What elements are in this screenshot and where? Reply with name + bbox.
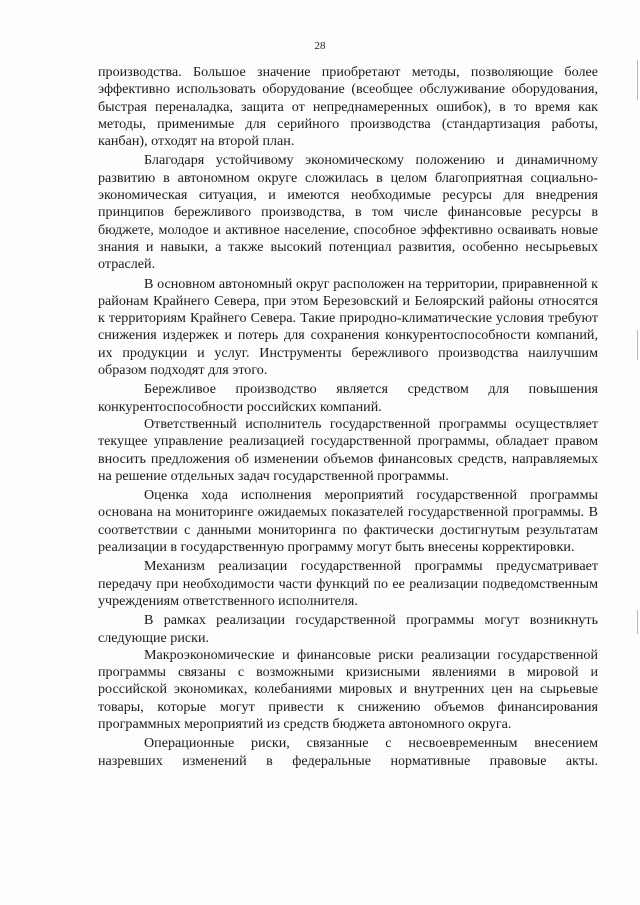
scan-edge-mark bbox=[637, 610, 638, 634]
paragraph-5: Ответственный исполнитель государственной программы осуществляет текущее управление реализацией государственной программы, обладает правом вносить предложения об изменении объемов финансовых средств, направляемых на решение отдельных задач государственной программы. bbox=[98, 415, 598, 484]
paragraph-10: Операционные риски, связанные с несвоевременным внесением назревших изменений в федеральные нормативные правовые акты. bbox=[98, 735, 598, 769]
paragraph-8: В рамках реализации государственной программы могут возникнуть следующие риски. bbox=[98, 612, 598, 646]
paragraph-6: Оценка хода исполнения мероприятий государственной программы основана на мониторинге ожидаемых показателей государственной программы. В соответствии с данными мониторинга по фактически достигнутым результатам реализации в государственную программу могут быть внесены корректировки. bbox=[98, 487, 598, 556]
paragraph-9: Макроэкономические и финансовые риски реализации государственной программы связаны с возможными кризисными явлениями в мировой и российской экономиках, колебаниями мировых и внутренних цен на сырьевые товары, которые могут привести к снижению объемов финансирования программных мероприятий из средств бюджета автономного округа. bbox=[98, 646, 598, 732]
paragraph-7: Механизм реализации государственной программы предусматривает передачу при необходимости части функций по ее реализации подведомственным учреждениям ответственного исполнителя. bbox=[98, 558, 598, 609]
page-number: 28 bbox=[314, 40, 326, 52]
paragraph-1: производства. Большое значение приобретают методы, позволяющие более эффективно использовать оборудование (всеобщее обслуживание оборудования, быстрая переналадка, защита от непреднамеренных ошибок), в то время как методы, применимые для серийного производства (стандартизация работы, канбан), отходят на второй план. bbox=[98, 64, 598, 150]
paragraph-3: В основном автономный округ расположен на территории, приравненной к районам Крайнего Севера, при этом Березовский и Белоярский районы относятся к территориям Крайнего Севера. Такие природно-климатические условия требуют снижения издержек и потерь для сохранения конкурентоспособности компаний, их продукции и услуг. Инструменты бережливого производства наилучшим образом подходят для этого. bbox=[98, 275, 598, 379]
document-body bbox=[98, 64, 598, 770]
paragraph-2: Благодаря устойчивому экономическому положению и динамичному развитию в автономном округе сложилась в целом благоприятная социально-экономическая ситуация, и имеются необходимые ресурсы для внедрения принципов бережливого производства, в том числе финансовые ресурсы в бюджете, молодое и активное население, способное эффективно осваивать новые знания и навыки, а также высокий потенциал развития, особенно несырьевых отраслей. bbox=[98, 152, 598, 273]
scan-edge-mark bbox=[637, 60, 638, 100]
paragraph-4: Бережливое производство является средством для повышения конкурентоспособности российских компаний. bbox=[98, 381, 598, 415]
scan-edge-mark bbox=[637, 330, 638, 360]
